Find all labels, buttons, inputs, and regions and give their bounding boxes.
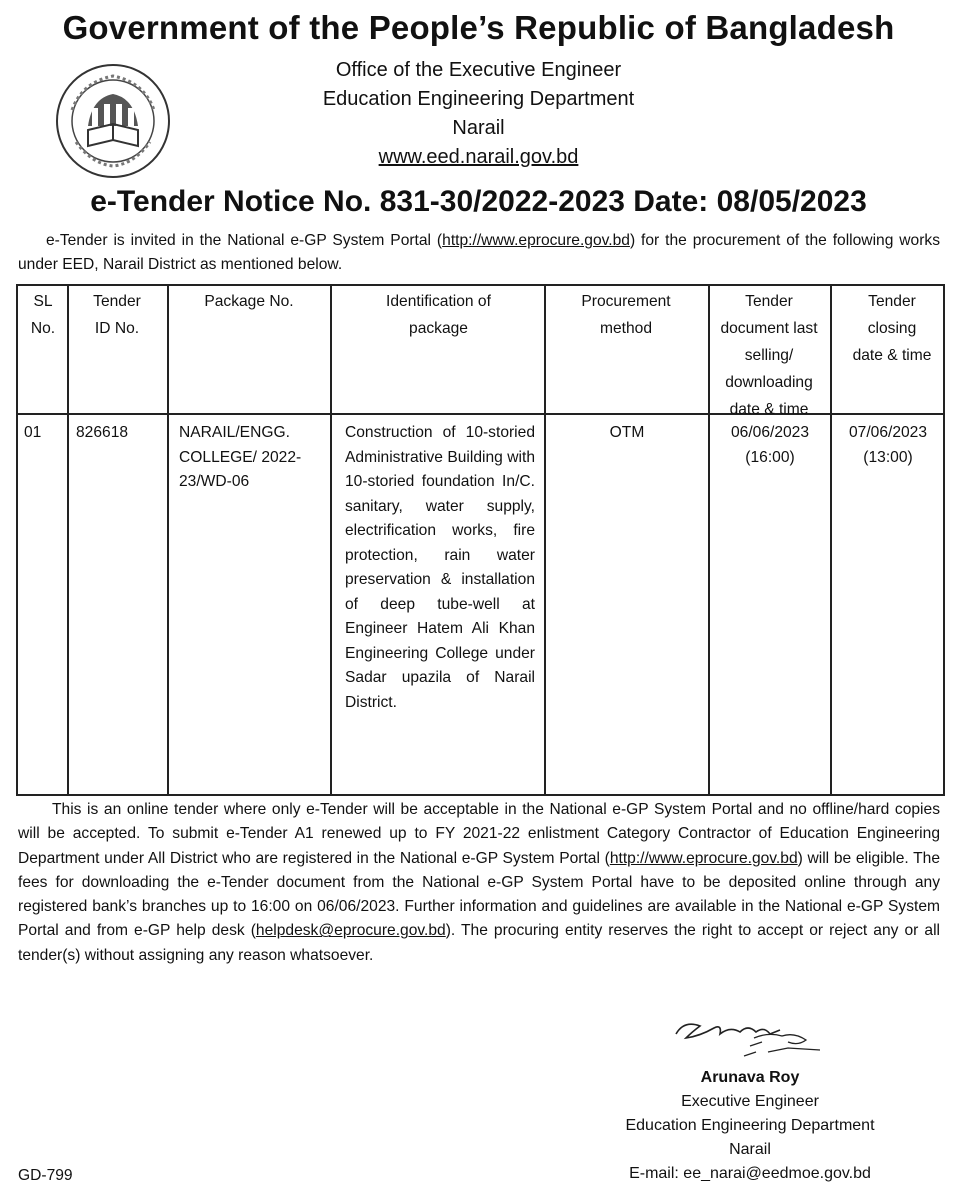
office-website-link[interactable]: www.eed.narail.gov.bd [378, 146, 579, 168]
cell-method: OTM [609, 424, 645, 441]
column-divider [67, 284, 69, 796]
header-sl: SL No. [30, 293, 56, 337]
signer-email: E-mail: ee_narai@eedmoe.gov.bd [629, 1165, 871, 1182]
table-border-left [16, 284, 18, 796]
government-title: Government of the People’s Republic of Bangladesh [62, 9, 895, 46]
cell-closing [832, 421, 944, 470]
header-method: Procurement method [581, 293, 671, 337]
eprocure-link[interactable]: http://www.eprocure.gov.bd [442, 232, 630, 249]
signer-designation: Executive Engineer [681, 1093, 819, 1110]
district-name: Narail [452, 117, 505, 139]
intro-text-start: e-Tender is invited in the National e-GP System Portal ( [46, 232, 443, 249]
helpdesk-email-link[interactable]: helpdesk@eprocure.gov.bd [255, 922, 446, 940]
cell-sl: 01 [24, 424, 42, 441]
closing-time: (13:00) [863, 448, 913, 466]
cell-package: NARAIL/ENGG. COLLEGE/ 2022-23/WD-06 [179, 424, 302, 490]
table-border-top [16, 284, 945, 286]
eprocure-link-2[interactable]: http://www.eprocure.gov.bd [609, 849, 798, 867]
signer-name: Arunava Roy [700, 1069, 800, 1086]
conditions-paragraph [18, 798, 940, 968]
column-divider [830, 284, 832, 796]
cell-tender-id: 826618 [76, 424, 129, 441]
column-divider [330, 284, 332, 796]
signer-department: Education Engineering Department [625, 1117, 875, 1134]
column-divider [167, 284, 169, 796]
tender-table [16, 284, 945, 796]
office-address-block [0, 56, 957, 172]
header-identification: Identification of package [386, 293, 491, 337]
column-divider [544, 284, 546, 796]
notice-title: e-Tender Notice No. 831-30/2022-2023 Date: 08/05/2023 [90, 185, 867, 218]
table-border-right [943, 284, 945, 796]
header-package: Package No. [204, 293, 294, 310]
selling-time: (16:00) [745, 448, 795, 466]
intro-paragraph [18, 229, 940, 277]
closing-date: 07/06/2023 [848, 424, 928, 441]
signer-district: Narail [729, 1141, 771, 1158]
signature-icon [670, 1012, 830, 1066]
gd-code: GD-799 [18, 1167, 73, 1184]
conditions-text-2: ) will be eligible. The fees for downloading the e-Tender document from the National e-GP System Portal have to be deposited online through any registered bank’s branches up to 16:00 on 06/06/2023. Further information and guidelines are available in the National e-GP System Portal and from e-GP help desk ( [18, 849, 940, 940]
table-border-bottom [16, 794, 945, 796]
cell-identification: Construction of 10-storied Administrative Building with 10-storied foundation In/C. sanitary, water supply, electrification works, fire protection, rain water preservation & installation of deep tube-well at Engineer Hatem Ali Khan Engineering College under Sadar upazila of Narail District. [345, 424, 535, 711]
signer-block [560, 1066, 940, 1186]
conditions-text-1: This is an online tender where only e-Tender will be acceptable in the National e-GP System Portal and no offline/hard copies will be accepted. To submit e-Tender A1 renewed up to FY 2021-22 enlistment Category Contractor of Education Engineering Department under All District who are registered in the National e-GP System Portal ( [18, 801, 940, 867]
department-name: Education Engineering Department [322, 88, 635, 110]
cell-selling [710, 421, 830, 470]
header-selling: Tender document last selling/ downloading date & time [720, 293, 818, 418]
header-closing: Tender closing date & time [852, 293, 932, 364]
header-tender-id: Tender ID No. [93, 293, 141, 337]
selling-date: 06/06/2023 [730, 424, 810, 441]
intro-text-end: ) for the procurement of the following works under EED, Narail District as mentioned below. [18, 232, 941, 273]
conditions-text-3: ). The procuring entity reserves the right to accept or reject any or all tender(s) without assigning any reason whatsoever. [18, 922, 940, 964]
office-name: Office of the Executive Engineer [335, 59, 622, 81]
